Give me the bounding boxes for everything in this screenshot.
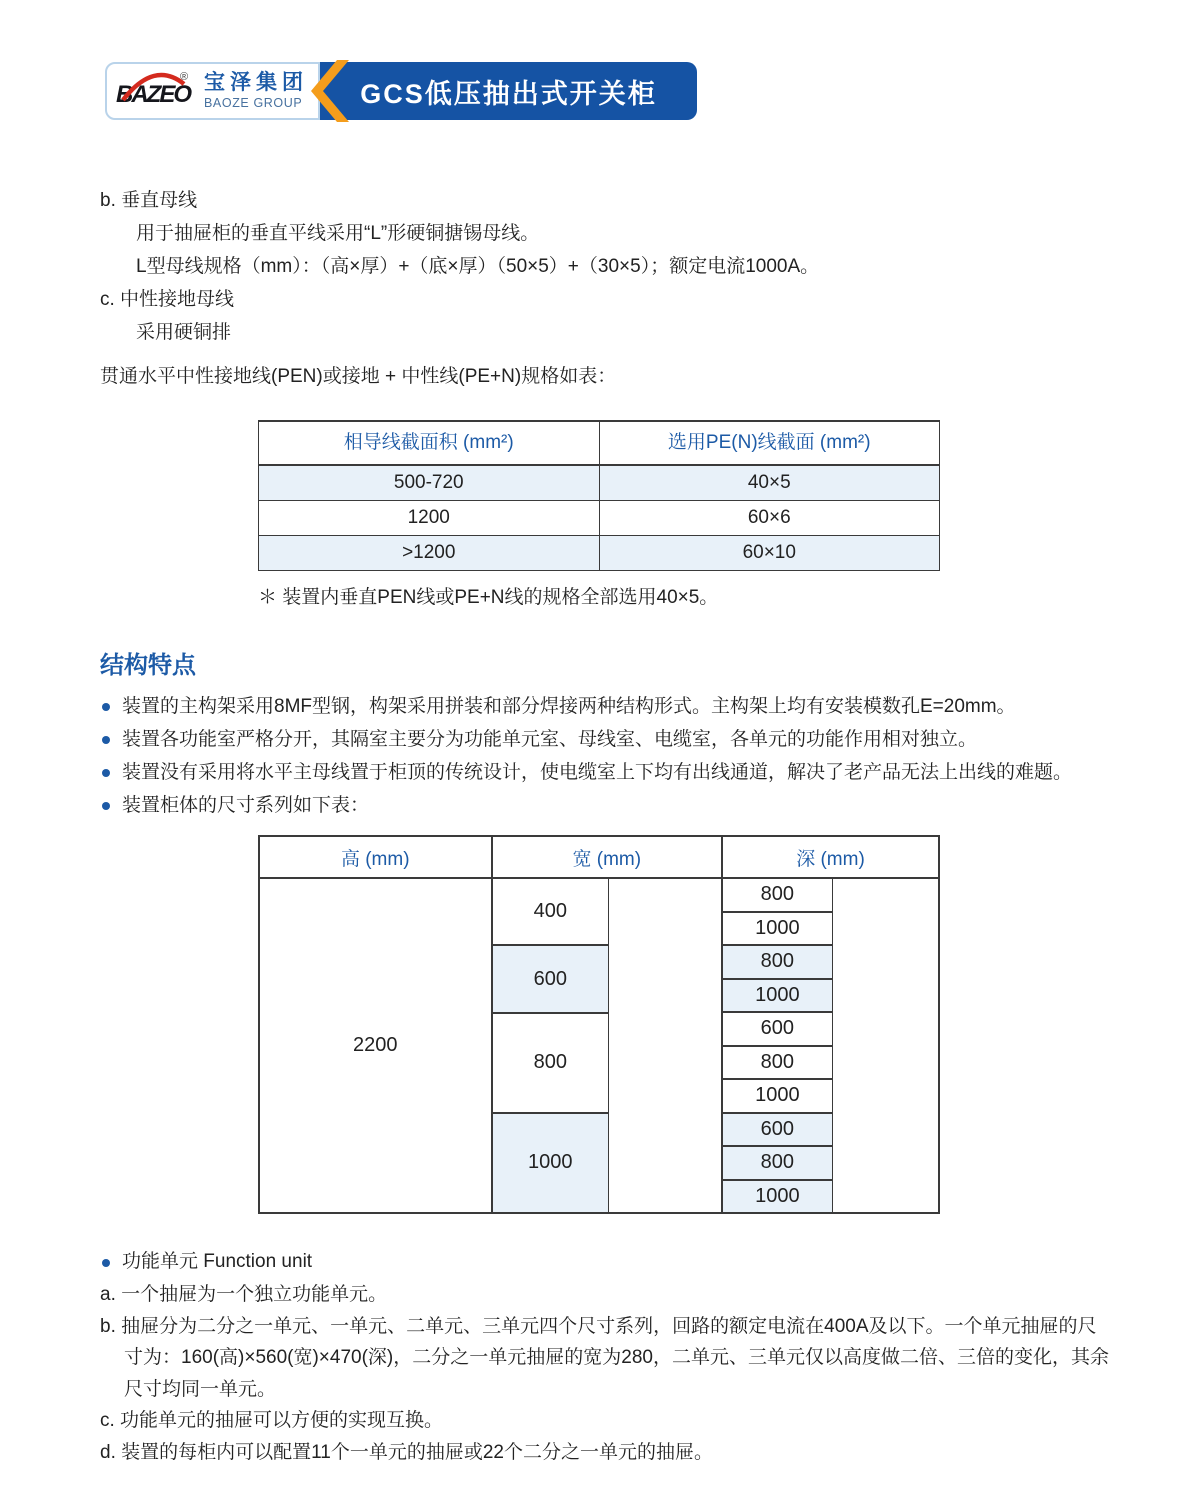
bullet-text: 装置柜体的尺寸系列如下表： (122, 795, 370, 816)
depth-cell: 1000 (723, 1078, 832, 1112)
size-header-height: 高 (mm) (340, 848, 410, 870)
pen-table-intro: 贯通水平中性接地线(PEN)或接地 + 中性线(PE+N)规格如表： (100, 366, 617, 387)
list-item (100, 723, 1112, 756)
pen-cell: 60×10 (599, 536, 940, 570)
section-title-structure: 结构特点 (100, 652, 196, 679)
list-item (100, 1246, 1114, 1278)
function-unit-item-c: c. 功能单元的抽屉可以方便的实现互换。 (100, 1410, 444, 1431)
page-header (105, 62, 697, 120)
size-header-width: 宽 (mm) (491, 837, 722, 877)
bullet-dot-icon (102, 802, 110, 810)
pen-cell: 40×5 (599, 466, 940, 500)
depth-cell: 1000 (723, 978, 832, 1012)
size-table (258, 835, 940, 1214)
table-row (259, 500, 939, 535)
bullet-text: 装置的主构架采用8MF型钢，构架采用拼装和部分焊接两种结构形式。主构架上均有安装模数孔E=20mm。 (122, 696, 1016, 717)
pen-cell: 500-720 (259, 466, 599, 500)
item-c-label: c. 中性接地母线 (100, 289, 235, 310)
bullet-dot-icon (102, 736, 110, 744)
size-table-header-row (260, 837, 938, 879)
height-cell: 2200 (353, 1034, 398, 1056)
structure-bullet-list (100, 690, 1112, 822)
depth-cell: 800 (723, 1045, 832, 1079)
function-unit-item-b: b. 抽屉分为二分之一单元、一单元、二单元、三单元四个尺寸系列，回路的额定电流在400A及以下。一个单元抽屉的尺寸为：160(高)×560(宽)×470(深)，二分之一单元抽屉的宽为280，二单元、三单元仅以高度做二倍、三倍的变化，其余尺寸均同一单元。 (100, 1315, 1109, 1400)
list-item (100, 789, 1112, 822)
bullet-dot-icon (102, 1259, 110, 1267)
logo-company-cn: 宝泽集团 (204, 71, 308, 95)
function-unit-section (100, 1246, 1114, 1468)
depth-cell: 1000 (723, 1179, 832, 1213)
width-cell: 800 (493, 1012, 609, 1112)
pen-cell: 1200 (407, 507, 450, 528)
pen-table-header-row (259, 422, 939, 465)
chevron-left-icon (303, 60, 349, 122)
bullet-dot-icon (102, 703, 110, 711)
function-unit-item-a: a. 一个抽屉为一个独立功能单元。 (100, 1284, 388, 1305)
item-b-line1: 用于抽屉柜的垂直平线采用“L”形硬铜搪锡母线。 (136, 223, 540, 244)
item-b-line2: L型母线规格（mm）：（高×厚）+（底×厚）（50×5）+（30×5）；额定电流1000A。 (136, 256, 820, 277)
logo-company-en: BAOZE GROUP (204, 96, 303, 111)
pen-table-footnote: ＊ 装置内垂直PEN线或PE+N线的规格全部选用40×5。 (258, 587, 719, 608)
depth-cell: 800 (723, 944, 832, 978)
logo-brand-text: BAZEO (116, 81, 190, 108)
list-item (100, 690, 1112, 723)
pen-table-header-pen: 选用PE(N)线截面 (mm²) (599, 422, 940, 464)
width-cell: 400 (533, 900, 567, 923)
depth-cell: 800 (760, 883, 795, 906)
bullet-text: 装置没有采用将水平主母线置于柜顶的传统设计，使电缆室上下均有出线通道，解决了老产品无法上出线的难题。 (122, 762, 1073, 783)
banner-title: GCS低压抽出式开关柜 (320, 62, 697, 120)
depth-cell: 600 (723, 1112, 832, 1146)
width-cell: 600 (493, 944, 609, 1011)
item-c-line1: 采用硬铜排 (136, 322, 232, 343)
baoze-logo-icon (116, 69, 198, 113)
logo-text-stack (204, 72, 308, 110)
pen-table-header-phase: 相导线截面积 (mm²) (343, 432, 514, 453)
function-unit-heading: 功能单元 Function unit (122, 1251, 313, 1272)
width-empty-subcolumn (609, 879, 721, 1212)
table-row (259, 535, 939, 570)
pen-cell: 60×6 (599, 501, 940, 535)
logo-box (105, 62, 320, 120)
depth-empty-subcolumn (833, 879, 938, 1212)
bullet-text: 装置各功能室严格分开，其隔室主要分为功能单元室、母线室、电缆室，各单元的功能作用相对独立。 (122, 729, 978, 750)
depth-cell: 600 (723, 1011, 832, 1045)
width-value-subcolumn (493, 879, 610, 1212)
size-header-depth: 深 (mm) (721, 837, 938, 877)
depth-cell: 800 (723, 1145, 832, 1179)
pen-cell: >1200 (259, 536, 599, 570)
depth-cell: 1000 (723, 911, 832, 945)
width-cell: 1000 (493, 1112, 609, 1212)
depth-column (721, 879, 938, 1212)
depth-value-subcolumn (723, 879, 833, 1212)
function-unit-item-d: d. 装置的每柜内可以配置11个一单元的抽屉或22个二分之一单元的抽屉。 (100, 1441, 713, 1463)
list-item (100, 756, 1112, 789)
width-column (491, 879, 722, 1212)
registered-mark-icon: ® (180, 71, 189, 83)
table-row (259, 465, 939, 500)
bullet-dot-icon (102, 769, 110, 777)
busbar-section (100, 184, 1110, 349)
item-b-label: b. 垂直母线 (100, 190, 198, 211)
pen-conductor-table (258, 420, 940, 571)
size-table-body (260, 879, 938, 1212)
